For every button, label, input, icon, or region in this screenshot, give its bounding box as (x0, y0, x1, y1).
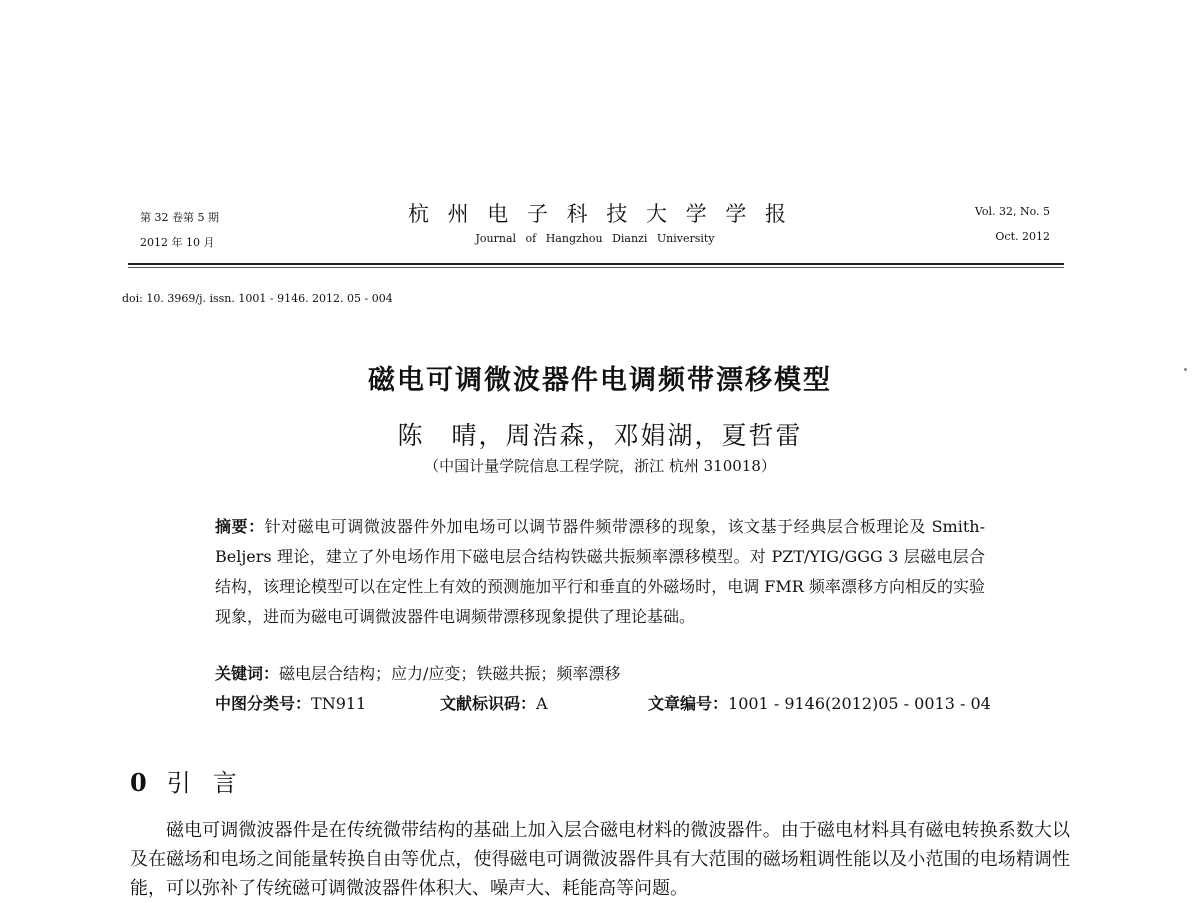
affiliation: （中国计量学院信息工程学院，浙江 杭州 310018） (424, 457, 776, 475)
header-rule-thick (128, 263, 1064, 265)
document-code-label: 文献标识码： (440, 694, 537, 713)
abstract (215, 512, 985, 632)
article-number-label: 文章编号： (648, 694, 729, 713)
journal-title-cn: 杭 州 电 子 科 技 大 学 学 报 (407, 202, 793, 226)
date-cn: 2012 年 10 月 (140, 236, 215, 249)
keywords-label: 关键词： (215, 664, 280, 683)
doi: doi: 10. 3969/j. issn. 1001 - 9146. 2012. 05 - 004 (122, 292, 393, 305)
keywords (215, 661, 620, 684)
section-number: 0 (130, 768, 147, 797)
clc-value: TN911 (311, 694, 367, 713)
document-code (440, 691, 548, 714)
authors: 陈 晴，周浩森，邓娟湖，夏哲雷 (397, 421, 803, 450)
paper-title: 磁电可调微波器件电调频带漂移模型 (368, 365, 832, 396)
clc-number (215, 691, 366, 714)
clc-label: 中图分类号： (215, 694, 312, 713)
section-title: 引言 (166, 769, 259, 797)
date-en: Oct. 2012 (995, 230, 1050, 243)
section-heading (130, 763, 259, 798)
abstract-label: 摘要： (215, 517, 265, 536)
journal-title-en: Journal of Hangzhou Dianzi University (475, 232, 715, 245)
abstract-text: 针对磁电可调微波器件外加电场可以调节器件频带漂移的现象，该文基于经典层合板理论及 Smith-Beljers 理论，建立了外电场作用下磁电层合结构铁磁共振频率漂移模型。对 PZT/YIG/GGG 3 层磁电层合结构，该理论模型可以在定性上有效的预测施加平行和垂直的外磁场时，电调 FMR 频率漂移方向相反的实验现象，进而为磁电可调微波器件电调频带漂移现象提供了理论基础。 (215, 517, 985, 626)
scan-speck (1184, 368, 1187, 371)
document-code-value: A (536, 694, 548, 713)
article-number-value: 1001 - 9146(2012)05 - 0013 - 04 (728, 694, 991, 713)
volume-issue-en: Vol. 32, No. 5 (974, 205, 1050, 218)
body-paragraph: 磁电可调微波器件是在传统微带结构的基础上加入层合磁电材料的微波器件。由于磁电材料具有磁电转换系数大以及在磁场和电场之间能量转换自由等优点，使得磁电可调微波器件具有大范围的磁场粗调性能以及小范围的电场精调性能，可以弥补了传统磁可调微波器件体积大、噪声大、耗能高等问题。 (130, 820, 1070, 899)
volume-issue-cn: 第 32 卷第 5 期 (140, 211, 219, 224)
keywords-text: 磁电层合结构；应力/应变；铁磁共振；频率漂移 (279, 664, 621, 683)
header-rule-thin (128, 267, 1064, 268)
article-number (648, 691, 991, 714)
